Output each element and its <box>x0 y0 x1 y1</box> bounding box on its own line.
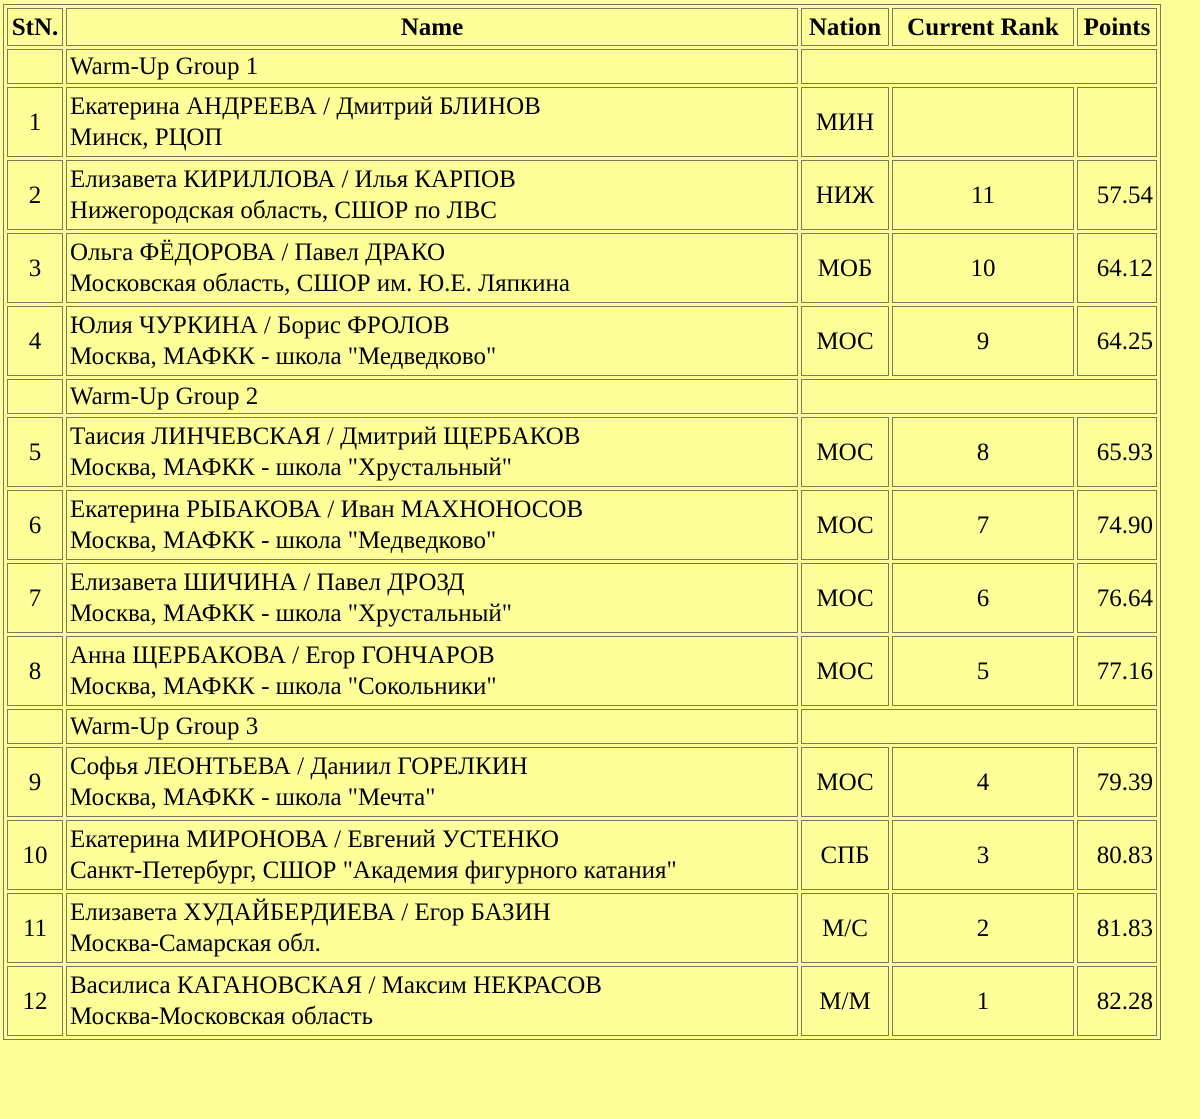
points-value: 80.83 <box>1077 820 1157 890</box>
athlete-name-cell <box>66 820 798 890</box>
athlete-name-cell <box>66 160 798 230</box>
start-number: 7 <box>7 563 63 633</box>
group-spacer <box>801 49 1157 84</box>
athlete-names: Екатерина РЫБАКОВА / Иван МАХНОНОСОВ <box>70 496 584 523</box>
start-number: 1 <box>7 87 63 157</box>
current-rank <box>892 87 1074 157</box>
start-number: 2 <box>7 160 63 230</box>
athlete-name-cell <box>66 893 798 963</box>
nation-code: СПБ <box>801 820 889 890</box>
table-row <box>7 490 1157 560</box>
current-rank: 10 <box>892 233 1074 303</box>
athlete-club: Москва, МАФКК - школа "Медведково" <box>70 527 497 554</box>
athlete-names: Екатерина МИРОНОВА / Евгений УСТЕНКО <box>70 826 559 853</box>
athlete-name-cell <box>66 636 798 706</box>
athlete-name-cell <box>66 563 798 633</box>
group-empty-cell <box>7 379 63 414</box>
current-rank: 7 <box>892 490 1074 560</box>
table-body <box>7 49 1157 1036</box>
table-row <box>7 417 1157 487</box>
athlete-names: Софья ЛЕОНТЬЕВА / Даниил ГОРЕЛКИН <box>70 753 528 780</box>
points-value: 82.28 <box>1077 966 1157 1036</box>
points-value <box>1077 87 1157 157</box>
start-order-table <box>3 4 1161 1040</box>
athlete-names: Екатерина АНДРЕЕВА / Дмитрий БЛИНОВ <box>70 93 541 120</box>
athlete-name-cell <box>66 490 798 560</box>
start-number: 3 <box>7 233 63 303</box>
warmup-group-row <box>7 709 1157 744</box>
start-number: 8 <box>7 636 63 706</box>
current-rank: 2 <box>892 893 1074 963</box>
group-empty-cell <box>7 709 63 744</box>
start-number: 5 <box>7 417 63 487</box>
nation-code: МОС <box>801 490 889 560</box>
athlete-club: Минск, РЦОП <box>70 124 223 151</box>
header-name: Name <box>66 8 798 46</box>
athlete-club: Нижегородская область, СШОР по ЛВС <box>70 197 497 224</box>
athlete-names: Елизавета КИРИЛЛОВА / Илья КАРПОВ <box>70 166 516 193</box>
nation-code: М/С <box>801 893 889 963</box>
current-rank: 11 <box>892 160 1074 230</box>
table-row <box>7 636 1157 706</box>
points-value: 79.39 <box>1077 747 1157 817</box>
current-rank: 6 <box>892 563 1074 633</box>
athlete-club: Москва-Московская область <box>70 1003 374 1030</box>
current-rank: 4 <box>892 747 1074 817</box>
current-rank: 1 <box>892 966 1074 1036</box>
nation-code: МОС <box>801 636 889 706</box>
athlete-name-cell <box>66 966 798 1036</box>
points-value: 64.12 <box>1077 233 1157 303</box>
athlete-club: Москва, МАФКК - школа "Хрустальный" <box>70 600 513 627</box>
start-number: 12 <box>7 966 63 1036</box>
athlete-club: Санкт-Петербург, СШОР "Академия фигурного катания" <box>70 857 677 884</box>
start-number: 4 <box>7 306 63 376</box>
warmup-group-label: Warm-Up Group 1 <box>66 49 798 84</box>
table-row <box>7 820 1157 890</box>
header-nation: Nation <box>801 8 889 46</box>
table-row <box>7 563 1157 633</box>
athlete-names: Елизавета ШИЧИНА / Павел ДРОЗД <box>70 569 465 596</box>
table-row <box>7 306 1157 376</box>
warmup-group-label: Warm-Up Group 2 <box>66 379 798 414</box>
athlete-name-cell <box>66 417 798 487</box>
start-number: 9 <box>7 747 63 817</box>
athlete-club: Москва, МАФКК - школа "Сокольники" <box>70 673 497 700</box>
points-value: 65.93 <box>1077 417 1157 487</box>
group-empty-cell <box>7 49 63 84</box>
current-rank: 5 <box>892 636 1074 706</box>
header-points: Points <box>1077 8 1157 46</box>
table-row <box>7 233 1157 303</box>
points-value: 64.25 <box>1077 306 1157 376</box>
warmup-group-row <box>7 49 1157 84</box>
points-value: 74.90 <box>1077 490 1157 560</box>
current-rank: 8 <box>892 417 1074 487</box>
table-row <box>7 160 1157 230</box>
nation-code: МОБ <box>801 233 889 303</box>
nation-code: МОС <box>801 747 889 817</box>
athlete-club: Москва, МАФКК - школа "Мечта" <box>70 784 436 811</box>
points-value: 77.16 <box>1077 636 1157 706</box>
nation-code: МОС <box>801 563 889 633</box>
table-row <box>7 747 1157 817</box>
athlete-name-cell <box>66 306 798 376</box>
athlete-names: Ольга ФЁДОРОВА / Павел ДРАКО <box>70 239 446 266</box>
athlete-names: Анна ЩЕРБАКОВА / Егор ГОНЧАРОВ <box>70 642 495 669</box>
nation-code: М/М <box>801 966 889 1036</box>
nation-code: МИН <box>801 87 889 157</box>
start-number: 11 <box>7 893 63 963</box>
athlete-club: Москва, МАФКК - школа "Медведково" <box>70 343 497 370</box>
header-current-rank: Current Rank <box>892 8 1074 46</box>
athlete-club: Москва, МАФКК - школа "Хрустальный" <box>70 454 513 481</box>
group-spacer <box>801 379 1157 414</box>
warmup-group-row <box>7 379 1157 414</box>
points-value: 76.64 <box>1077 563 1157 633</box>
nation-code: МОС <box>801 417 889 487</box>
header-stn: StN. <box>7 8 63 46</box>
table-row <box>7 87 1157 157</box>
nation-code: НИЖ <box>801 160 889 230</box>
points-value: 57.54 <box>1077 160 1157 230</box>
group-spacer <box>801 709 1157 744</box>
nation-code: МОС <box>801 306 889 376</box>
athlete-name-cell <box>66 87 798 157</box>
athlete-name-cell <box>66 233 798 303</box>
athlete-name-cell <box>66 747 798 817</box>
points-value: 81.83 <box>1077 893 1157 963</box>
header-row <box>7 8 1157 46</box>
table-row <box>7 893 1157 963</box>
table-row <box>7 966 1157 1036</box>
athlete-names: Юлия ЧУРКИНА / Борис ФРОЛОВ <box>70 312 450 339</box>
athlete-names: Таисия ЛИНЧЕВСКАЯ / Дмитрий ЩЕРБАКОВ <box>70 423 581 450</box>
start-number: 6 <box>7 490 63 560</box>
athlete-club: Московская область, СШОР им. Ю.Е. Ляпкина <box>70 270 571 297</box>
warmup-group-label: Warm-Up Group 3 <box>66 709 798 744</box>
athlete-club: Москва-Самарская обл. <box>70 930 321 957</box>
athlete-names: Василиса КАГАНОВСКАЯ / Максим НЕКРАСОВ <box>70 972 602 999</box>
current-rank: 3 <box>892 820 1074 890</box>
athlete-names: Елизавета ХУДАЙБЕРДИЕВА / Егор БАЗИН <box>70 899 551 926</box>
start-number: 10 <box>7 820 63 890</box>
current-rank: 9 <box>892 306 1074 376</box>
